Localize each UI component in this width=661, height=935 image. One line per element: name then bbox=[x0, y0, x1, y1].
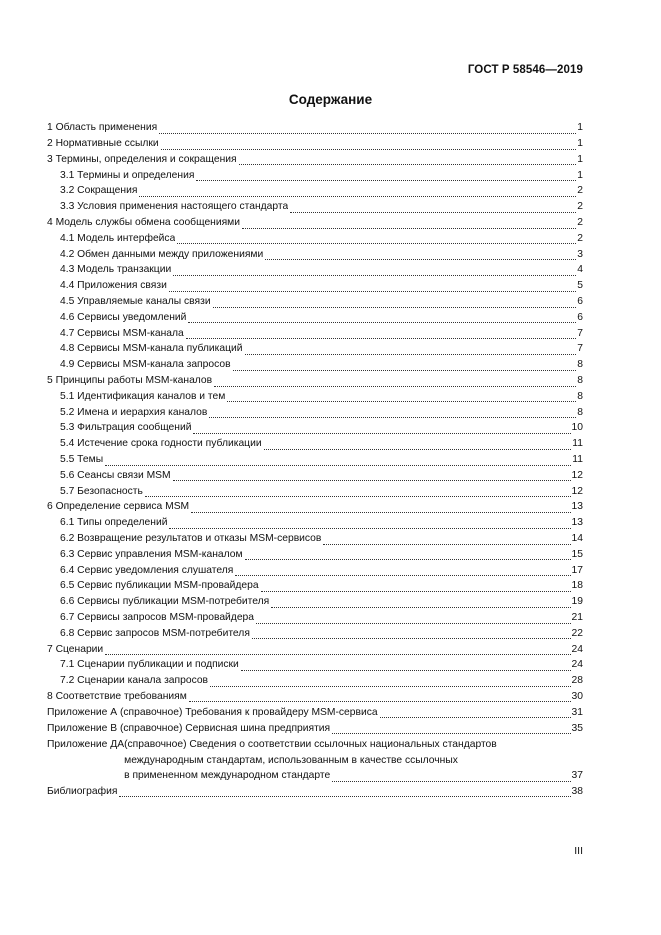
toc-entry-page: 12 bbox=[571, 469, 583, 481]
toc-entry-title: 4.5 Управляемые каналы связи bbox=[60, 296, 211, 308]
toc-entry-title: 6.2 Возвращение результатов и отказы MSM-сервисов bbox=[60, 533, 322, 545]
toc-entry[interactable] bbox=[47, 594, 583, 610]
toc-entry-page: 7 bbox=[577, 343, 583, 355]
toc-entry[interactable] bbox=[47, 483, 583, 499]
dot-leader bbox=[161, 137, 577, 150]
toc-entry-title: 4.3 Модель транзакции bbox=[60, 264, 172, 276]
toc-entry-title: 5.2 Имена и иерархия каналов bbox=[60, 406, 208, 418]
toc-entry[interactable] bbox=[47, 278, 583, 294]
dot-leader bbox=[239, 152, 577, 165]
toc-entry-page: 1 bbox=[577, 169, 583, 181]
toc-entry-title: 4.1 Модель интерфейса bbox=[60, 232, 176, 244]
toc-entry-title: 3.3 Условия применения настоящего стандарта bbox=[60, 201, 289, 213]
toc-entry[interactable] bbox=[47, 183, 583, 199]
toc-entry-page: 8 bbox=[577, 359, 583, 371]
toc-entry-page: 18 bbox=[571, 580, 583, 592]
toc-entry-title: 5 Принципы работы MSM-каналов bbox=[47, 375, 213, 387]
toc-entry[interactable] bbox=[47, 231, 583, 247]
toc-entry-title: 5.3 Фильтрация сообщений bbox=[60, 422, 192, 434]
dot-leader bbox=[235, 563, 570, 576]
dot-leader bbox=[271, 595, 570, 608]
dot-leader bbox=[241, 658, 571, 671]
toc-entry-page: 31 bbox=[571, 706, 583, 718]
toc-entry-title: 1 Область применения bbox=[47, 122, 158, 134]
toc-entry-title: 6.8 Сервис запросов MSM-потребителя bbox=[60, 627, 250, 639]
toc-entry-page: 2 bbox=[577, 185, 583, 197]
document-code: ГОСТ Р 58546—2019 bbox=[467, 64, 583, 76]
toc-entry-page: 6 bbox=[577, 311, 583, 323]
toc-entry[interactable] bbox=[47, 420, 583, 436]
toc-entry-page: 1 bbox=[577, 153, 583, 165]
toc-entry-page: 3 bbox=[577, 248, 583, 260]
toc-entry-title: 3.1 Термины и определения bbox=[60, 169, 195, 181]
toc-entry-title: Библиография bbox=[47, 785, 118, 797]
dot-leader bbox=[145, 484, 571, 497]
dot-leader bbox=[169, 279, 576, 292]
table-of-contents bbox=[47, 120, 583, 799]
dot-leader bbox=[290, 200, 576, 213]
toc-entry[interactable] bbox=[47, 246, 583, 262]
page-title: Содержание bbox=[288, 92, 373, 107]
dot-leader bbox=[193, 421, 570, 434]
toc-entry-page: 38 bbox=[571, 785, 583, 797]
toc-entry[interactable] bbox=[47, 136, 583, 152]
toc-entry[interactable] bbox=[47, 310, 583, 326]
toc-entry[interactable] bbox=[47, 152, 583, 168]
dot-leader bbox=[245, 547, 571, 560]
dot-leader bbox=[265, 247, 576, 260]
dot-leader bbox=[189, 689, 571, 702]
dot-leader bbox=[186, 326, 577, 339]
toc-entry[interactable] bbox=[47, 262, 583, 278]
toc-entry-page: 12 bbox=[571, 485, 583, 497]
dot-leader bbox=[159, 121, 576, 134]
dot-leader bbox=[233, 358, 577, 371]
toc-entry[interactable] bbox=[47, 626, 583, 642]
toc-entry-title: 6.5 Сервис публикации MSM-провайдера bbox=[60, 580, 259, 592]
toc-entry-page: 2 bbox=[577, 201, 583, 213]
toc-entry-page: 11 bbox=[572, 438, 583, 450]
toc-entry[interactable] bbox=[47, 436, 583, 452]
dot-leader bbox=[173, 468, 571, 481]
dot-leader bbox=[210, 674, 571, 687]
toc-entry-title: 6.6 Сервисы публикации MSM-потребителя bbox=[60, 596, 270, 608]
toc-entry-page: 2 bbox=[577, 217, 583, 229]
dot-leader bbox=[169, 516, 570, 529]
toc-entry[interactable] bbox=[47, 389, 583, 405]
toc-entry[interactable] bbox=[47, 562, 583, 578]
toc-entry-page: 24 bbox=[571, 659, 583, 671]
toc-entry-title: Приложение А (справочное) Требования к провайдеру MSM-сервиса bbox=[47, 706, 378, 718]
toc-entry-title-line: (справочное) Сведения о соответствии ссылочных национальных стандартов bbox=[124, 739, 497, 751]
toc-entry-title: 5.6 Сеансы связи MSM bbox=[60, 469, 171, 481]
toc-entry[interactable] bbox=[47, 673, 583, 689]
dot-leader bbox=[213, 295, 577, 308]
dot-leader bbox=[261, 579, 571, 592]
dot-leader bbox=[105, 453, 571, 466]
toc-entry-page: 6 bbox=[577, 296, 583, 308]
toc-entry[interactable] bbox=[47, 325, 583, 341]
toc-entry-page: 4 bbox=[577, 264, 583, 276]
page-number: III bbox=[574, 845, 583, 857]
toc-entry[interactable] bbox=[47, 641, 583, 657]
toc-entry-page: 17 bbox=[571, 564, 583, 576]
toc-entry[interactable] bbox=[47, 704, 583, 720]
dot-leader bbox=[264, 437, 572, 450]
toc-entry-title: 5.5 Темы bbox=[60, 454, 104, 466]
toc-entry-title: 3 Термины, определения и сокращения bbox=[47, 153, 237, 165]
toc-entry[interactable] bbox=[47, 452, 583, 468]
dot-leader bbox=[245, 342, 577, 355]
toc-entry-bibliography[interactable] bbox=[47, 784, 583, 800]
toc-entry-title: 8 Соответствие требованиям bbox=[47, 690, 187, 702]
toc-entry-page: 22 bbox=[571, 627, 583, 639]
dot-leader bbox=[139, 184, 576, 197]
toc-entry-title: 4.2 Обмен данными между приложениями bbox=[60, 248, 264, 260]
toc-entry[interactable] bbox=[47, 167, 583, 183]
dot-leader bbox=[252, 626, 571, 639]
dot-leader bbox=[191, 500, 570, 513]
toc-entry-title: 6.4 Сервис уведомления слушателя bbox=[60, 564, 234, 576]
toc-entry-title: Приложение В (справочное) Сервисная шина предприятия bbox=[47, 722, 331, 734]
dot-leader bbox=[119, 784, 570, 797]
toc-entry-page: 8 bbox=[577, 390, 583, 402]
toc-entry-title: 5.1 Идентификация каналов и тем bbox=[60, 390, 226, 402]
toc-entry[interactable] bbox=[47, 610, 583, 626]
toc-entry-title: 7 Сценарии bbox=[47, 643, 104, 655]
toc-entry-page: 24 bbox=[571, 643, 583, 655]
toc-entry[interactable] bbox=[47, 215, 583, 231]
toc-entry-title: 3.2 Сокращения bbox=[60, 185, 138, 197]
toc-entry-title: 4.6 Сервисы уведомлений bbox=[60, 311, 187, 323]
toc-entry-title: 7.2 Сценарии канала запросов bbox=[60, 675, 209, 687]
dot-leader bbox=[332, 769, 570, 782]
dot-leader bbox=[332, 721, 570, 734]
dot-leader bbox=[256, 611, 571, 624]
toc-entry[interactable] bbox=[47, 341, 583, 357]
toc-entry[interactable] bbox=[47, 357, 583, 373]
toc-entry[interactable] bbox=[47, 373, 583, 389]
dot-leader bbox=[227, 389, 576, 402]
toc-entry-title: 5.7 Безопасность bbox=[60, 485, 143, 497]
toc-entry-title: 4 Модель службы обмена сообщениями bbox=[47, 217, 241, 229]
toc-entry[interactable] bbox=[47, 515, 583, 531]
toc-entry-page: 10 bbox=[571, 422, 583, 434]
toc-entry[interactable] bbox=[47, 468, 583, 484]
toc-entry-page: 1 bbox=[577, 138, 583, 150]
toc-entry-page: 30 bbox=[571, 690, 583, 702]
dot-leader bbox=[380, 705, 571, 718]
dot-leader bbox=[177, 231, 576, 244]
toc-entry-title: 4.8 Сервисы MSM-канала публикаций bbox=[60, 343, 243, 355]
toc-entry-page: 14 bbox=[571, 533, 583, 545]
toc-entry-page: 13 bbox=[571, 501, 583, 513]
toc-entry-page: 13 bbox=[571, 517, 583, 529]
toc-entry-title-line: в примененном международном стандарте bbox=[124, 770, 331, 782]
toc-entry-page: 2 bbox=[577, 232, 583, 244]
toc-entry[interactable] bbox=[47, 547, 583, 563]
toc-entry[interactable] bbox=[47, 404, 583, 420]
toc-entry-page: 8 bbox=[577, 375, 583, 387]
toc-entry-title: 6 Определение сервиса MSM bbox=[47, 501, 190, 513]
toc-entry-page: 1 bbox=[577, 122, 583, 134]
toc-entry-title: Приложение ДА bbox=[47, 739, 125, 751]
toc-entry-title: 7.1 Сценарии публикации и подписки bbox=[60, 659, 239, 671]
toc-entry[interactable] bbox=[47, 294, 583, 310]
toc-entry[interactable] bbox=[47, 531, 583, 547]
toc-entry-title: 5.4 Истечение срока годности публикации bbox=[60, 438, 262, 450]
toc-entry-page: 28 bbox=[571, 675, 583, 687]
toc-entry-page: 21 bbox=[571, 612, 583, 623]
toc-entry[interactable] bbox=[47, 120, 583, 136]
dot-leader bbox=[188, 310, 576, 323]
toc-entry-page: 37 bbox=[571, 770, 583, 782]
toc-entry-page: 7 bbox=[577, 327, 583, 339]
dot-leader bbox=[214, 374, 576, 387]
toc-entry-title: 4.9 Сервисы MSM-канала запросов bbox=[60, 359, 231, 371]
toc-entry[interactable] bbox=[47, 657, 583, 673]
toc-entry-page: 8 bbox=[577, 406, 583, 418]
toc-entry[interactable] bbox=[47, 499, 583, 515]
toc-entry-title-line: международным стандартам, использованным в качестве ссылочных bbox=[124, 754, 458, 766]
toc-entry-title: 2 Нормативные ссылки bbox=[47, 138, 159, 150]
toc-entry-page: 11 bbox=[572, 454, 583, 466]
dot-leader bbox=[323, 532, 570, 545]
dot-leader bbox=[173, 263, 576, 276]
toc-entry-annex-da[interactable] bbox=[47, 737, 583, 784]
toc-entry-title: 6.7 Сервисы запросов MSM-провайдера bbox=[60, 612, 254, 623]
toc-entry[interactable] bbox=[47, 199, 583, 215]
toc-entry-title: 6.1 Типы определений bbox=[60, 517, 168, 529]
toc-entry-title: 4.7 Сервисы MSM-канала bbox=[60, 327, 184, 339]
toc-entry-title: 4.4 Приложения связи bbox=[60, 280, 167, 292]
dot-leader bbox=[196, 168, 576, 181]
toc-entry-page: 5 bbox=[577, 280, 583, 292]
toc-entry[interactable] bbox=[47, 578, 583, 594]
dot-leader bbox=[242, 216, 576, 229]
toc-entry-page: 19 bbox=[571, 596, 583, 608]
dot-leader bbox=[105, 642, 570, 655]
dot-leader bbox=[209, 405, 576, 418]
toc-entry[interactable] bbox=[47, 689, 583, 705]
toc-entry-page: 35 bbox=[571, 722, 583, 734]
toc-entry-page: 15 bbox=[571, 548, 583, 560]
toc-entry-title: 6.3 Сервис управления MSM-каналом bbox=[60, 548, 243, 560]
toc-entry[interactable] bbox=[47, 720, 583, 736]
